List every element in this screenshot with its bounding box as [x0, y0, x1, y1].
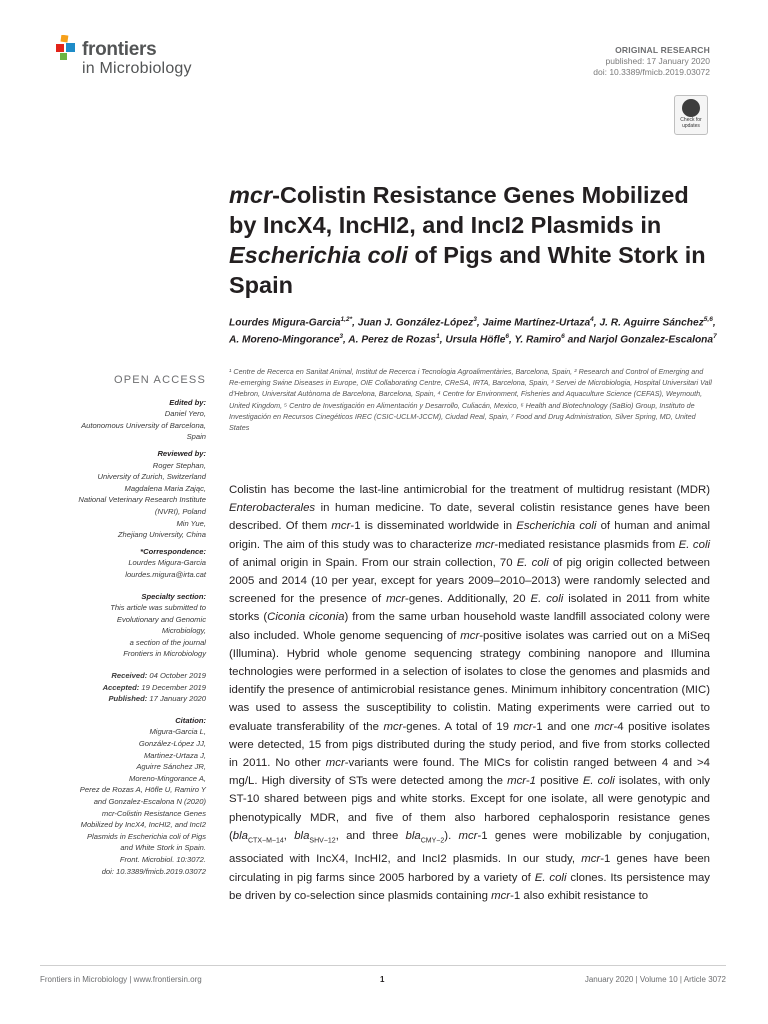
reviewer-info-line: Magdalena Maria Zając,: [124, 483, 206, 493]
citation-label: Citation:: [175, 715, 206, 725]
abstract-run: -positive isolates was carried out on a MiSeq (Illumina). Hybrid whole genome sequencing strategy combining nanopore and Illumina technologies were performed in a selection of isolates to close the genomes and plasmids and identify the presence of antimicrobial resistance genes. Minimum inhibitory concentration (MIC) was used to assess the susceptibility to colistin. Mating experiments were carried out to evaluate transferability of the: [229, 629, 710, 733]
article-type: ORIGINAL RESEARCH: [615, 45, 710, 55]
abstract-run: mcr: [460, 629, 480, 642]
abstract-run: -genes. Additionally, 20: [405, 593, 531, 606]
abstract-run: clones. Its persistence may be driven by co-selection since plasmids containing: [229, 871, 710, 902]
abstract-run: E. coli: [534, 871, 567, 884]
abstract-run: mcr: [594, 720, 614, 733]
abstract-run: Colistin has become the last-line antimicrobial for the treatment of multidrug resistant (MDR): [229, 484, 710, 496]
citation-info-line: Martinez-Urtaza J,: [143, 750, 206, 760]
abstract-run: -mediated resistance plasmids from: [494, 538, 679, 551]
abstract-run: -1 genes have been circulating in pig farms since 2005 harbored by a variety of: [229, 853, 710, 884]
abstract-run: E. coli: [678, 538, 711, 551]
abstract-run: E. coli: [516, 556, 549, 569]
author-name[interactable]: Lourdes Migura-Garcia: [229, 317, 341, 329]
editor-info-line: Daniel Yero,: [164, 409, 206, 419]
abstract-run: -variants were found. The MICs for colistin ranged between 4 and >4 mg/L. High diversity of STs were detected among the: [229, 757, 710, 788]
abstract-run: CTX−M−14: [248, 837, 284, 845]
citation-info-line: Migura-Garcia L,: [149, 727, 206, 737]
article-meta: [593, 45, 710, 78]
footer-volume-info: January 2020 | Volume 10 | Article 3072: [584, 975, 726, 984]
author-name[interactable]: Y. Ramiro: [514, 334, 562, 346]
reviewed-by-label: Reviewed by:: [157, 448, 206, 458]
abstract-run: isolated in 2011 from white storks (: [229, 593, 710, 624]
author-affiliation-marker: 6: [561, 333, 565, 341]
author-name[interactable]: Jaime Martínez-Urtaza: [482, 317, 591, 329]
abstract-run: mcr-1: [507, 775, 536, 788]
received-date: Received: 04 October 2019: [111, 671, 206, 681]
reviewer-info: [40, 460, 206, 541]
article-info-sidebar: [40, 375, 206, 882]
abstract-run: isolates, with only ST-10 shared between pigs and white storks. Except for one isolate, all were genotypic and phenotypically MDR, and five of them also harbored cephalosporin resistance genes (: [229, 775, 710, 842]
abstract-run: E. coli: [530, 593, 564, 606]
correspondence-label: *Correspondence:: [140, 546, 206, 556]
journal-name: in Microbiology: [82, 60, 192, 77]
author-affiliation-marker: 4: [590, 316, 594, 323]
abstract-run: -1 is disseminated worldwide in: [350, 520, 517, 533]
abstract-run: CMY−2: [420, 837, 445, 845]
specialty-info-line: Frontiers in Microbiology: [123, 649, 206, 659]
citation-info: [40, 726, 206, 877]
abstract-run: E. coli: [582, 775, 615, 788]
reviewer-info-line: (NVRI), Poland: [154, 506, 206, 516]
abstract-run: of pig origin collected between 2005 and 2014 (10 per year, except for years 2009–2010–2013) were randomly selected and screened for the presence of: [229, 556, 710, 606]
author-affiliation-marker: 6: [505, 333, 509, 341]
citation-info-line: Front. Microbiol. 10:3072.: [119, 854, 206, 864]
citation-info-line: and White Stork in Spain.: [120, 843, 206, 853]
citation-info-line: Plasmids in Escherichia coli of Pigs: [86, 831, 206, 841]
abstract-run: mcr: [581, 853, 601, 866]
abstract-run: mcr: [458, 829, 478, 842]
footer-journal-link[interactable]: Frontiers in Microbiology | www.frontiersin.org: [40, 975, 202, 984]
author-affiliation-marker: 3: [339, 333, 343, 341]
abstract-run: of human and animal origin. The aim of this study was to characterize: [229, 520, 711, 551]
article-title: mcr-Colistin Resistance Genes Mobilized by IncX4, IncHI2, and IncI2 Plasmids in Escherichia coli of Pigs and White Stork in Spain: [229, 182, 706, 298]
published-date-sidebar: Published: 17 January 2020: [108, 694, 206, 704]
author-name[interactable]: Narjol Gonzalez-Escalona: [588, 334, 714, 346]
frontiers-logo-icon: [56, 35, 80, 61]
correspondence-info: [40, 557, 206, 580]
specialty-info-line: Microbiology,: [161, 626, 206, 636]
abstract-run: Escherichia coli: [516, 520, 597, 533]
abstract-run: mcr: [475, 538, 495, 551]
abstract-run: mcr: [513, 720, 533, 733]
author-name[interactable]: J. R. Aguirre Sánchez: [599, 317, 704, 329]
specialty-info-line: a section of the journal: [129, 637, 206, 647]
author-affiliation-marker: 1: [436, 333, 440, 341]
reviewer-info-line: University of Zurich, Switzerland: [97, 472, 206, 482]
abstract-run: mcr: [383, 720, 403, 733]
abstract-run: Enterobacterales: [229, 502, 316, 515]
author-affiliation-marker: 5,6: [703, 316, 713, 323]
abstract-run: mcr: [386, 593, 406, 606]
check-for-updates-badge[interactable]: [674, 95, 708, 135]
page-number: 1: [380, 975, 385, 984]
edited-by-label: Edited by:: [169, 397, 206, 407]
citation-info-line: González-López JJ,: [138, 739, 206, 749]
citation-info-line: doi: 10.3389/fmicb.2019.03072: [101, 866, 206, 876]
specialty-section-label: Specialty section:: [141, 591, 206, 601]
abstract-run: -1 also exhibit resistance to: [510, 889, 649, 902]
abstract-text: [229, 481, 710, 905]
author-name[interactable]: A. Moreno-Mingorance: [229, 334, 340, 346]
abstract-run: ) from the same urban household waste landfill associated colony were also included. Whole genome sequencing of: [229, 611, 711, 642]
citation-info-line: Moreno-Mingorance A,: [129, 773, 206, 783]
published-date: published: 17 January 2020: [605, 56, 710, 66]
abstract-run: mcr: [331, 520, 351, 533]
correspondence-info-line[interactable]: lourdes.migura@irta.cat: [125, 569, 206, 579]
citation-info-line: Aguirre Sánchez JR,: [136, 762, 206, 772]
editor-info-line: Spain: [186, 432, 206, 442]
citation-info-line: Perez de Rozas A, Höfle U, Ramiro Y: [79, 785, 206, 795]
abstract-run: of animal origin in Spain. From our strain collection, 70: [229, 556, 517, 569]
abstract-run: , and three: [335, 829, 406, 842]
editor-info: [40, 408, 206, 443]
citation-info-line: Mobilized by IncX4, IncHI2, and IncI2: [80, 820, 206, 830]
reviewer-info-line: Zhejiang University, China: [117, 530, 206, 540]
abstract-run: ,: [283, 829, 295, 842]
specialty-info-line: Evolutionary and Genomic: [116, 614, 206, 624]
article-doi[interactable]: doi: 10.3389/fmicb.2019.03072: [593, 67, 710, 77]
citation-info-line: mcr-Colistin Resistance Genes: [101, 808, 206, 818]
abstract-run: bla: [405, 829, 421, 842]
specialty-info: [40, 602, 206, 660]
bookmark-icon: [682, 99, 700, 117]
footer-divider: [40, 965, 726, 966]
journal-logo[interactable]: [56, 33, 226, 83]
editor-info-line: Autonomous University of Barcelona,: [81, 420, 206, 430]
author-list: Lourdes Migura-Garcia$^{1,2*}$, Juan J. González-López$^3$, Jaime Martínez-Urtaza$^4$, J. R. Aguirre Sánchez$^{5,6}$, A. Moreno-Mingorance$^3$, A. Perez de Rozas$^1$, Ursula Höfle$^6$, Y. Ramiro$^6$ and Narjol Gonzalez-Escalona$^7$: [229, 316, 717, 346]
abstract-run: mcr: [325, 757, 345, 770]
abstract-run: Ciconia ciconia: [267, 611, 345, 624]
abstract-run: bla: [232, 829, 248, 842]
abstract-run: SHV−12: [309, 837, 336, 845]
abstract-run: mcr: [491, 889, 511, 902]
citation-info-line: and Gonzalez-Escalona N (2020): [93, 797, 206, 806]
author-name[interactable]: Juan J. González-López: [357, 317, 474, 329]
abstract-run: ).: [444, 829, 459, 842]
check-for-updates-label: Check for updates: [680, 117, 702, 129]
abstract-run: positive: [536, 775, 583, 788]
reviewer-info-line: National Veterinary Research Institute: [78, 495, 206, 505]
abstract-run: -1 genes were mobilizable by conjugation, associated with IncX4, IncHI2, and IncI2 plasmids. In our study,: [229, 829, 710, 866]
author-name[interactable]: A. Perez de Rozas: [348, 334, 437, 346]
abstract-run: -1 and one: [532, 720, 595, 733]
abstract-run: in human medicine. To date, several colistin resistance genes have been described. Of them: [229, 502, 710, 533]
journal-brand: frontiers: [82, 39, 157, 60]
correspondence-info-line: Lourdes Migura-Garcia: [128, 558, 206, 568]
open-access-label: OPEN ACCESS: [113, 374, 206, 386]
author-name[interactable]: Ursula Höfle: [445, 334, 506, 346]
reviewer-info-line: Roger Stephan,: [152, 460, 206, 470]
abstract-run: -genes. A total of 19: [402, 720, 514, 733]
author-affiliation-marker: 7: [713, 333, 717, 341]
abstract-run: -4 positive isolates were detected, 15 from pigs distributed during the study period, and five from storks collected in 2011. No other: [229, 720, 711, 770]
author-affiliation-marker: 3: [473, 316, 477, 323]
affiliations: ¹ Centre de Recerca en Sanitat Animal, Institut de Recerca i Tecnologia Agroalimentàries, Barcelona, Spain, ² Research and Control of Emerging and Re-emerging Swine Diseases in Europe, OIE Collaborating Centre, CReSA, IRTA, Barcelona, Spain, ³ Servei de Microbiologia, Hospital Universitari Vall d'Hebron, Universitat Autònoma de Barcelona, Barcelona, Spain, ⁴ Centre for Environment, Fisheries and Aquaculture Science (CEFAS), Weymouth, United Kingdom, ⁵ Centro de Investigación en Alimentación y Desarrollo, Culiacán, Mexico, ⁶ Health and Biotechnology (SaBio) Group, Instituto de Investigación en Recursos Cinegéticos IREC (CSIC-UCLM-JCCM), Ciudad Real, Spain, ⁷ Food and Drug Administration, Silver Spring, MD, United States: [229, 367, 712, 433]
reviewer-info-line: Min Yue,: [176, 518, 206, 528]
author-affiliation-marker: 1,2*: [340, 316, 353, 323]
abstract-run: bla: [294, 829, 310, 842]
accepted-date: Accepted: 19 December 2019: [102, 682, 206, 692]
specialty-info-line: This article was submitted to: [110, 603, 206, 613]
